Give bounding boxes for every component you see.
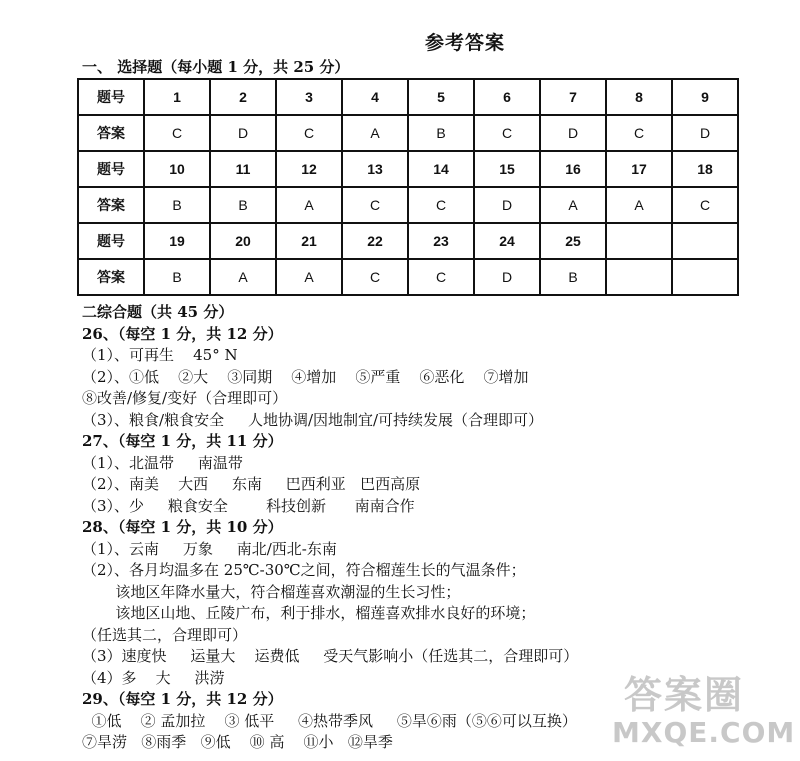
answer-cell bbox=[672, 259, 738, 295]
answer-cell: B bbox=[144, 259, 210, 295]
answer-cell: B bbox=[210, 187, 276, 223]
question-number-cell: 9 bbox=[672, 79, 738, 115]
answer-row bbox=[78, 259, 738, 295]
question-number-cell: 5 bbox=[408, 79, 474, 115]
question-number-cell: 17 bbox=[606, 151, 672, 187]
question-number-row bbox=[78, 151, 738, 187]
question-number-cell: 8 bbox=[606, 79, 672, 115]
row-label: 答案 bbox=[78, 187, 144, 223]
answer-cell: C bbox=[342, 259, 408, 295]
question-number-cell: 1 bbox=[144, 79, 210, 115]
question-number-cell: 18 bbox=[672, 151, 738, 187]
question-number-cell: 12 bbox=[276, 151, 342, 187]
answer-line: 该地区山地、丘陵广布，利于排水，榴莲喜欢排水良好的环境； bbox=[82, 604, 536, 622]
section-heading: 26、（每空 1 分，共 12 分） bbox=[82, 324, 283, 343]
question-number-cell: 13 bbox=[342, 151, 408, 187]
answer-table bbox=[77, 78, 739, 296]
answer-line: （任选其二，合理即可） bbox=[82, 625, 248, 644]
answer-line: （2）、①低 ②大 ③同期 ④增加 ⑤严重 ⑥恶化 ⑦增加 bbox=[82, 367, 529, 386]
watermark-en: MXQE.COM bbox=[612, 716, 796, 749]
section-1-heading: 一、 选择题（每小题 1 分，共 25 分） bbox=[82, 58, 350, 76]
page-title: 参考答案 bbox=[424, 32, 505, 54]
answer-line: （3）、粮食/粮食安全 人地协调/因地制宜/可持续发展（合理即可） bbox=[82, 410, 544, 429]
question-number-cell: 24 bbox=[474, 223, 540, 259]
question-number-row bbox=[78, 223, 738, 259]
answer-line: （2）、各月均温多在 25℃-30℃之间，符合榴莲生长的气温条件； bbox=[82, 561, 526, 579]
question-number-cell: 14 bbox=[408, 151, 474, 187]
question-number-cell: 3 bbox=[276, 79, 342, 115]
answer-row bbox=[78, 115, 738, 151]
answer-line: （2）、南美 大西 东南 巴西利亚 巴西高原 bbox=[82, 475, 421, 493]
answer-line: （4）多 大 洪涝 bbox=[82, 668, 225, 687]
row-label: 题号 bbox=[78, 151, 144, 187]
section-heading: 二综合题（共 45 分） bbox=[82, 303, 234, 321]
answer-line: （1）、云南 万象 南北/西北-东南 bbox=[82, 539, 337, 558]
answer-cell: C bbox=[342, 187, 408, 223]
answer-row bbox=[78, 187, 738, 223]
section-heading: 28、（每空 1 分，共 10 分） bbox=[82, 518, 283, 536]
answer-cell bbox=[606, 259, 672, 295]
answer-line: ⑧改善/修复/变好（合理即可） bbox=[82, 389, 288, 407]
answer-line: （3）、少 粮食安全 科技创新 南南合作 bbox=[82, 496, 415, 515]
row-label: 答案 bbox=[78, 259, 144, 295]
answer-cell: A bbox=[276, 259, 342, 295]
answer-line: ①低 ② 孟加拉 ③ 低平 ④热带季风 ⑤旱⑥雨（⑤⑥可以互换） bbox=[82, 711, 577, 730]
answer-line: （3）速度快 运量大 运费低 受天气影响小（任选其二，合理即可） bbox=[82, 647, 579, 665]
question-number-cell: 25 bbox=[540, 223, 606, 259]
watermark bbox=[612, 664, 796, 756]
question-number-cell: 2 bbox=[210, 79, 276, 115]
answer-cell: A bbox=[210, 259, 276, 295]
answer-cell: C bbox=[144, 115, 210, 151]
row-label: 题号 bbox=[78, 223, 144, 259]
row-label: 答案 bbox=[78, 115, 144, 151]
answer-cell: A bbox=[276, 187, 342, 223]
answer-cell: C bbox=[276, 115, 342, 151]
question-number-row bbox=[78, 79, 738, 115]
question-number-cell: 22 bbox=[342, 223, 408, 259]
question-number-cell: 7 bbox=[540, 79, 606, 115]
question-number-cell: 16 bbox=[540, 151, 606, 187]
answer-cell: D bbox=[540, 115, 606, 151]
section-heading: 27、（每空 1 分，共 11 分） bbox=[82, 432, 283, 450]
question-number-cell bbox=[672, 223, 738, 259]
answer-cell: D bbox=[474, 259, 540, 295]
question-number-cell: 23 bbox=[408, 223, 474, 259]
answer-cell: A bbox=[540, 187, 606, 223]
answer-cell: B bbox=[144, 187, 210, 223]
answer-cell: A bbox=[606, 187, 672, 223]
question-number-cell: 20 bbox=[210, 223, 276, 259]
answer-cell: D bbox=[210, 115, 276, 151]
section-heading: 29、（每空 1 分，共 12 分） bbox=[82, 690, 283, 708]
answer-cell: C bbox=[474, 115, 540, 151]
row-label: 题号 bbox=[78, 79, 144, 115]
answer-cell: D bbox=[672, 115, 738, 151]
answer-line: ⑦旱涝 ⑧雨季 ⑨低 ⑩ 高 ⑪小 ⑫旱季 bbox=[82, 733, 393, 751]
question-number-cell bbox=[606, 223, 672, 259]
answer-cell: C bbox=[672, 187, 738, 223]
watermark-cn: 答案圈 bbox=[624, 673, 745, 717]
answer-cell: C bbox=[606, 115, 672, 151]
question-number-cell: 21 bbox=[276, 223, 342, 259]
question-number-cell: 4 bbox=[342, 79, 408, 115]
answer-cell: B bbox=[408, 115, 474, 151]
question-number-cell: 15 bbox=[474, 151, 540, 187]
answer-cell: B bbox=[540, 259, 606, 295]
answer-cell: A bbox=[342, 115, 408, 151]
question-number-cell: 10 bbox=[144, 151, 210, 187]
answer-cell: C bbox=[408, 187, 474, 223]
question-number-cell: 19 bbox=[144, 223, 210, 259]
question-number-cell: 6 bbox=[474, 79, 540, 115]
answer-line: 该地区年降水量大，符合榴莲喜欢潮湿的生长习性； bbox=[82, 582, 461, 601]
answer-line: （1）、可再生 45° N bbox=[82, 346, 238, 364]
answer-cell: C bbox=[408, 259, 474, 295]
question-number-cell: 11 bbox=[210, 151, 276, 187]
answer-line: （1）、北温带 南温带 bbox=[82, 453, 243, 472]
answer-cell: D bbox=[474, 187, 540, 223]
